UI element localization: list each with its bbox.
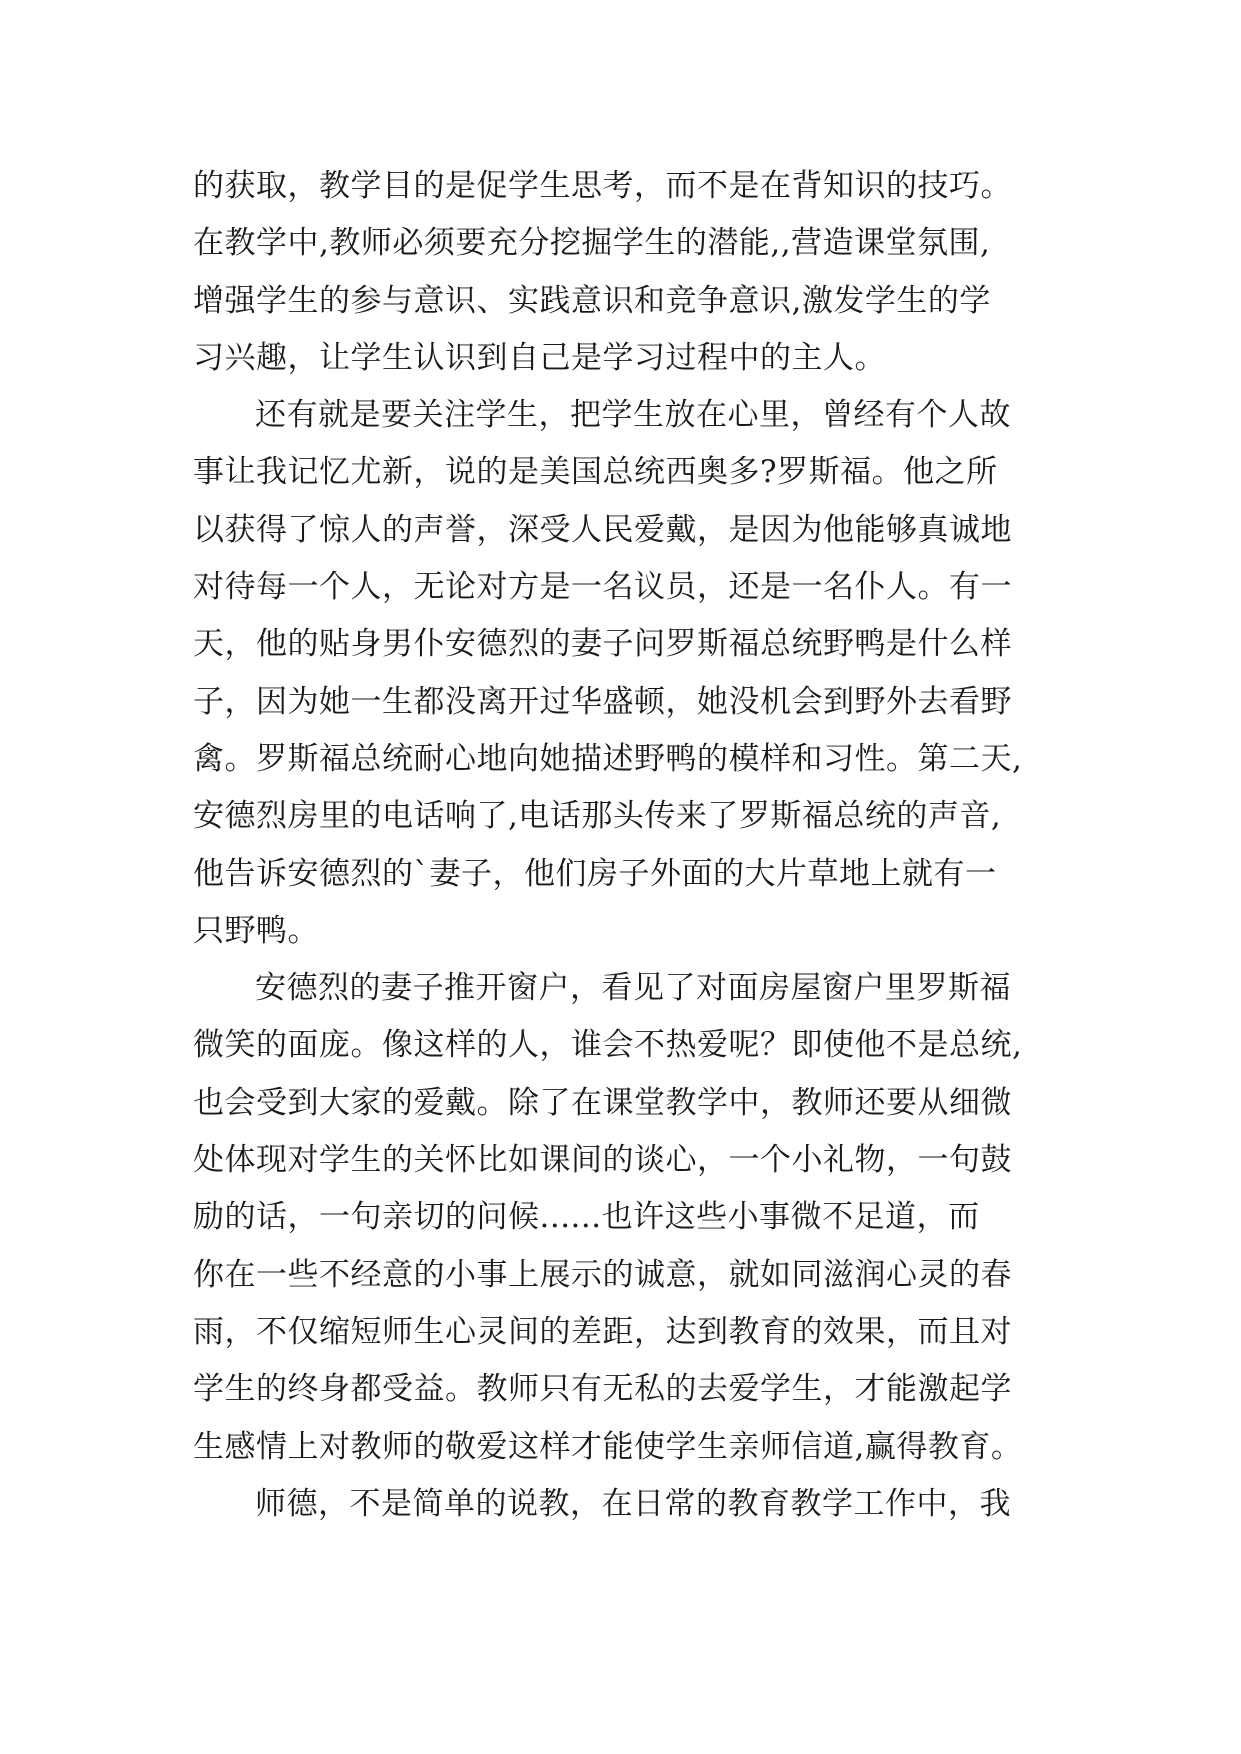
text-line: 在教学中,教师必须要充分挖掘学生的潜能,,营造课堂氛围, [193, 225, 991, 262]
text-line: 生感情上对教师的敬爱这样才能使学生亲师信道,赢得教育。 [193, 1428, 1023, 1465]
text-line: 事让我记忆尤新，说的是美国总统西奥多?罗斯福。他之所 [193, 454, 998, 491]
text-line: 以获得了惊人的声誉，深受人民爱戴，是因为他能够真诚地 [193, 511, 1012, 548]
text-line: 对待每一个人，无论对方是一名议员，还是一名仆人。有一 [193, 569, 1012, 606]
text-line: 的获取，教学目的是促学生思考，而不是在背知识的技巧。 [193, 168, 1012, 204]
text-line: 微笑的面庞。像这样的人，谁会不热爱呢？即使他不是总统, [193, 1027, 1023, 1064]
text-line: 雨，不仅缩短师生心灵间的差距，达到教育的效果，而且对 [193, 1313, 1012, 1350]
text-line: 增强学生的参与意识、实践意识和竞争意识,激发学生的学 [193, 282, 991, 319]
text-line: 安德烈房里的电话响了,电话那头传来了罗斯福总统的声音, [193, 798, 1002, 835]
text-line: 子，因为她一生都没离开过华盛顿，她没机会到野外去看野 [193, 683, 1012, 720]
text-line: 习兴趣，让学生认识到自己是学习过程中的主人。 [193, 339, 886, 376]
text-line: 他告诉安德烈的`妻子，他们房子外面的大片草地上就有一 [193, 855, 997, 892]
body-text [193, 158, 1093, 1533]
text-line: 励的话，一句亲切的问候......也许这些小事微不足道，而 [193, 1199, 980, 1236]
text-line: 处体现对学生的关怀比如课间的谈心，一个小礼物，一句鼓 [193, 1142, 1012, 1179]
text-line: 也会受到大家的爱戴。除了在课堂教学中，教师还要从细微 [193, 1084, 1012, 1121]
text-line: 天，他的贴身男仆安德烈的妻子问罗斯福总统野鸭是什么样 [193, 626, 1012, 663]
text-line: 学生的终身都受益。教师只有无私的去爱学生，才能激起学 [193, 1371, 1012, 1408]
text-line: 师德，不是简单的说教，在日常的教育教学工作中，我 [255, 1485, 1011, 1522]
text-line: 安德烈的妻子推开窗户，看见了对面房屋窗户里罗斯福 [255, 970, 1011, 1007]
text-line: 你在一些不经意的小事上展示的诚意，就如同滋润心灵的春 [193, 1256, 1012, 1293]
text-line: 还有就是要关注学生，把学生放在心里，曾经有个人故 [255, 397, 1011, 434]
text-line: 禽。罗斯福总统耐心地向她描述野鸭的模样和习性。第二天, [193, 740, 1023, 777]
text-line: 只野鸭。 [193, 912, 319, 949]
